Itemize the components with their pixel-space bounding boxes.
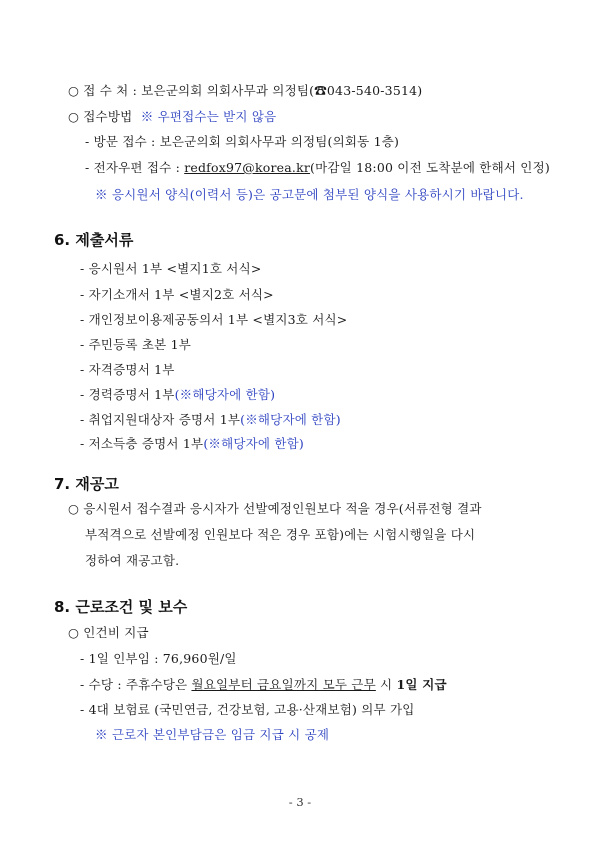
- reception-office: ○ 접 수 처 : 보은군의회 의회사무과 의정팀(☎043-540-3514): [68, 83, 423, 98]
- document-item: - 경력증명서 1부(※해당자에 한함): [80, 387, 276, 402]
- no-mail-note: ※ 우편접수는 받지 않음: [140, 109, 277, 124]
- reannounce-line-1: ○ 응시원서 접수결과 응시자가 선발예정인원보다 적을 경우(서류전형 결과: [68, 501, 482, 516]
- email-link[interactable]: redfox97@korea.kr: [184, 160, 311, 175]
- document-item: - 주민등록 초본 1부: [80, 337, 192, 352]
- reannounce-line-3: 정하여 재공고함.: [85, 553, 180, 568]
- document-item: - 저소득층 증명서 1부(※해당자에 한함): [80, 436, 304, 451]
- labor-cost: ○ 인건비 지급: [68, 625, 149, 640]
- applicable-note: (※해당자에 한함): [240, 412, 341, 427]
- section-8-title: 8. 근로조건 및 보수: [54, 598, 188, 616]
- document-item: - 응시원서 1부 <별지1호 서식>: [80, 261, 262, 276]
- section-7-title: 7. 재공고: [54, 475, 119, 493]
- reception-method: ○ 접수방법 ※ 우편접수는 받지 않음: [68, 109, 277, 124]
- reannounce-line-2: 부적격으로 선발예정 인원보다 적은 경우 포함)에는 시험시행일을 다시: [85, 527, 476, 542]
- document-item: - 자격증명서 1부: [80, 362, 175, 377]
- deduction-note: ※ 근로자 본인부담금은 임금 지급 시 공제: [95, 727, 330, 742]
- document-item: - 자기소개서 1부 <별지2호 서식>: [80, 287, 274, 302]
- weekly-allowance: - 수당 : 주휴수당은 월요일부터 금요일까지 모두 근무 시 1일 지급: [80, 677, 447, 692]
- visit-reception: - 방문 접수 : 보은군의회 의회사무과 의정팀(의회동 1층): [85, 134, 400, 149]
- form-notice: ※ 응시원서 양식(이력서 등)은 공고문에 첨부된 양식을 사용하시기 바랍니다.: [95, 187, 524, 202]
- document-item: - 개인정보이용제공동의서 1부 <별지3호 서식>: [80, 312, 348, 327]
- applicable-note: (※해당자에 한함): [174, 387, 276, 402]
- insurance: - 4대 보험료 (국민연금, 건강보험, 고용·산재보험) 의무 가입: [80, 702, 415, 717]
- page-number: - 3 -: [288, 795, 312, 809]
- section-6-title: 6. 제출서류: [54, 231, 134, 249]
- applicable-note: (※해당자에 한함): [203, 436, 304, 451]
- daily-wage: - 1일 인부임 : 76,960원/일: [80, 651, 237, 666]
- document-item: - 취업지원대상자 증명서 1부(※해당자에 한함): [80, 412, 341, 427]
- email-reception: - 전자우편 접수 : redfox97@korea.kr(마감일 18:00 이전 도착분에 한해서 인정): [85, 160, 550, 175]
